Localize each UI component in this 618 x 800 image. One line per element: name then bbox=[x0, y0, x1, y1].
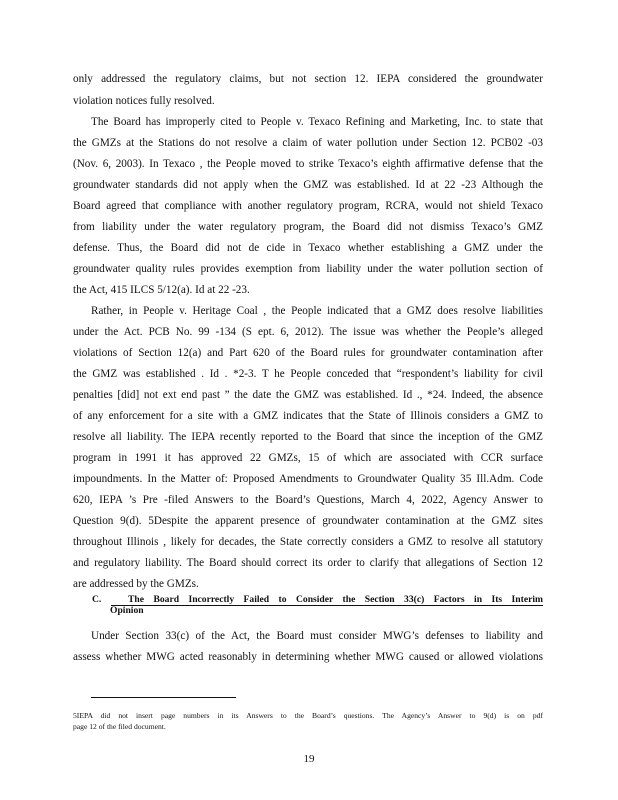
section-heading-title-cont: Opinion bbox=[110, 605, 144, 616]
footnote-separator bbox=[91, 697, 236, 698]
body-line: resolve all liability. The IEPA recently reported to the Board that since the inception of the GMZ bbox=[73, 431, 543, 443]
body-line: Under Section 33(c) of the Act, the Board must consider MWG’s defenses to liability and bbox=[91, 630, 543, 642]
body-line: groundwater standards did not apply when the GMZ was established. Id at 22 -23 Although the bbox=[73, 179, 543, 191]
body-line: only addressed the regulatory claims, but not section 12. IEPA considered the groundwater bbox=[73, 73, 543, 85]
body-line: Rather, in People v. Heritage Coal , the People indicated that a GMZ does resolve liabilities bbox=[91, 305, 543, 317]
body-line: from liability under the water regulatory program, the Board did not dismiss Texaco’s GMZ bbox=[73, 221, 543, 233]
body-line: violations of Section 12(a) and Part 620 of the Board rules for groundwater contamination after bbox=[73, 347, 543, 359]
body-line: the Act, 415 ILCS 5/12(a). Id at 22 -23. bbox=[73, 284, 250, 296]
body-line: assess whether MWG acted reasonably in determining whether MWG caused or allowed violations bbox=[73, 651, 543, 663]
body-line: violation notices fully resolved. bbox=[73, 95, 215, 107]
body-line: and regulatory liability. The Board should correct its order to clarify that allegations of Section 12 bbox=[73, 557, 543, 569]
section-heading-letter: C. bbox=[92, 594, 102, 605]
body-line: the GMZ was established . Id . *2-3. T he People conceded that “respondent’s liability for civil bbox=[73, 368, 543, 380]
body-line: Board agreed that compliance with another regulatory program, RCRA, would not shield Texaco bbox=[73, 200, 543, 212]
body-line: The Board has improperly cited to People v. Texaco Refining and Marketing, Inc. to state that bbox=[91, 116, 543, 128]
body-line: are addressed by the GMZs. bbox=[73, 578, 199, 590]
body-line: Question 9(d). 5Despite the apparent presence of groundwater contamination at the GMZ sites bbox=[73, 515, 543, 527]
body-line: (Nov. 6, 2003). In Texaco , the People moved to strike Texaco’s eighth affirmative defense that the bbox=[73, 158, 543, 170]
page-number: 19 bbox=[303, 753, 315, 765]
body-line: defense. Thus, the Board did not de cide in Texaco whether establishing a GMZ under the bbox=[73, 242, 543, 254]
body-line: program in 1991 it has approved 22 GMZs, 15 of which are associated with CCR surface bbox=[73, 452, 543, 464]
body-line: of any enforcement for a site with a GMZ indicates that the State of Illinois considers a GMZ to bbox=[73, 410, 543, 422]
body-line: groundwater quality rules provides exemption from liability under the water pollution section of bbox=[73, 263, 543, 275]
section-heading-title: The Board Incorrectly Failed to Consider the Section 33(c) Factors in Its Interim bbox=[128, 594, 543, 605]
body-line: penalties [did] not ext end past ” the date the GMZ was established. Id ., *24. Indeed, the absence bbox=[73, 389, 543, 401]
body-line: 620, IEPA ’s Pre -filed Answers to the Board’s Questions, March 4, 2022, Agency Answer to bbox=[73, 494, 543, 506]
footnote-line: page 12 of the filed document. bbox=[73, 722, 166, 731]
heading-underline bbox=[111, 605, 543, 606]
body-line: under the Act. PCB No. 99 -134 (S ept. 6, 2012). The issue was whether the People’s alleged bbox=[73, 326, 543, 338]
body-line: throughout Illinois , likely for decades, the State correctly considers a GMZ to resolve all statutory bbox=[73, 536, 543, 548]
footnote-line: 5IEPA did not insert page numbers in its Answers to the Board’s questions. The Agency’s Answer to 9(d) is on pdf bbox=[73, 711, 543, 720]
body-line: impoundments. In the Matter of: Proposed Amendments to Groundwater Quality 35 Ill.Adm. Code bbox=[73, 473, 543, 485]
body-line: the GMZs at the Stations do not resolve a claim of water pollution under Section 12. PCB02 -03 bbox=[73, 137, 543, 149]
